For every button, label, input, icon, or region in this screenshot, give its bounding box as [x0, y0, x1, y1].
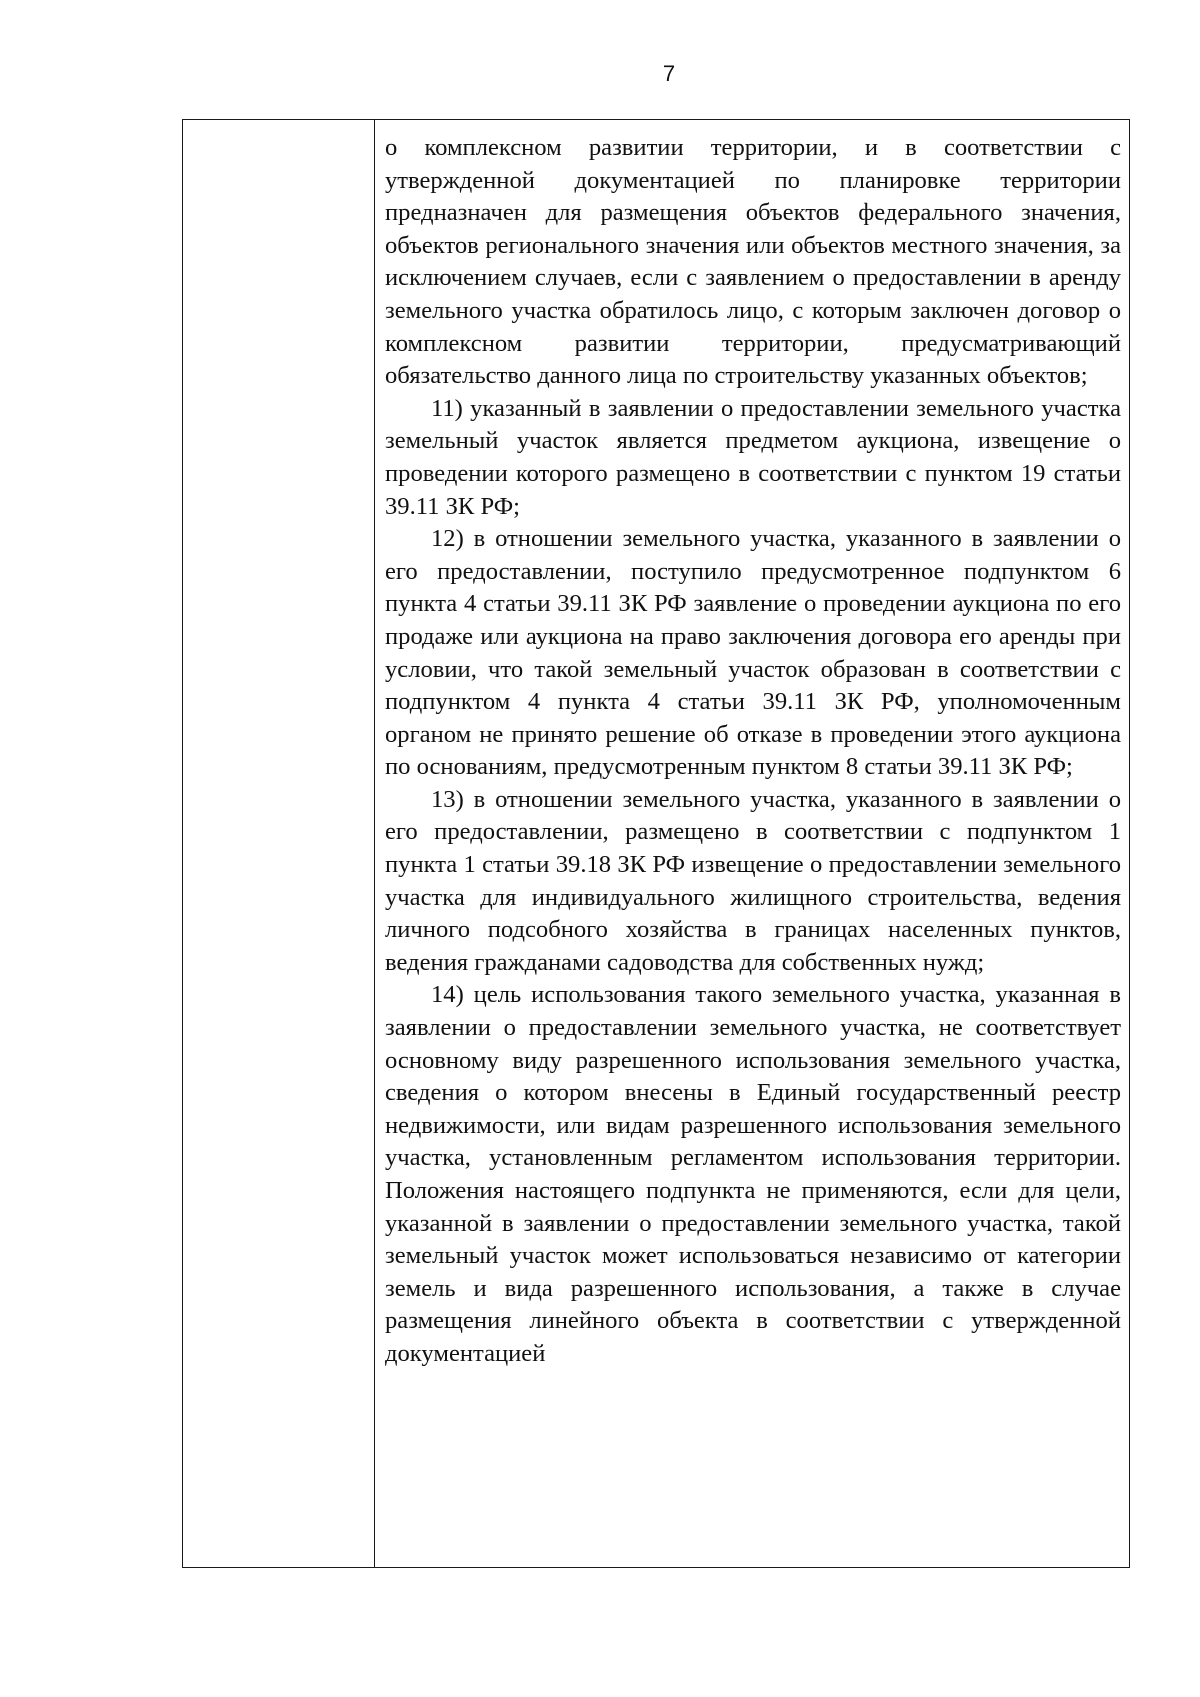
- document-table: [182, 119, 1130, 1568]
- paragraph-continuation: о комплексном развитии территории, и в соответствии с утвержденной документацией по планировке территории предназначен для размещения объектов федерального значения, объектов регионального значения или объектов местного значения, за исключением случаев, если с заявлением о предоставлении в аренду земельного участка обратилось лицо, с которым заключен договор о комплексном развитии территории, предусматривающий обязательство данного лица по строительству указанных объектов;: [385, 134, 1121, 390]
- page-number: 7: [662, 61, 676, 86]
- paragraph-item-12: 12) в отношении земельного участка, указанного в заявлении о его предоставлении, поступило предусмотренное подпунктом 6 пункта 4 статьи 39.11 ЗК РФ заявление о проведении аукциона по его продаже или аукциона на право заключения договора его аренды при условии, что такой земельный участок образован в соответствии с подпунктом 4 пункта 4 статьи 39.11 ЗК РФ, уполномоченным органом не принято решение об отказе в проведении этого аукциона по основаниям, предусмотренным пунктом 8 статьи 39.11 ЗК РФ;: [385, 525, 1121, 781]
- paragraph-item-11: 11) указанный в заявлении о предоставлении земельного участка земельный участок является предметом аукциона, извещение о проведении которого размещено в соответствии с пунктом 19 статьи 39.11 ЗК РФ;: [385, 394, 1121, 520]
- table-left-column: [183, 120, 375, 1567]
- paragraph-item-14: 14) цель использования такого земельного участка, указанная в заявлении о предоставлении земельного участка, не соответствует основному виду разрешенного использования земельного участка, сведения о котором внесены в Единый государственный реестр недвижимости, или видам разрешенного использования земельного участка, установленным регламентом использования территории. Положения настоящего подпункта не применяются, если для цели, указанной в заявлении о предоставлении земельного участка, такой земельный участок может использоваться независимо от категории земель и вида разрешенного использования, а также в случае размещения линейного объекта в соответствии с утвержденной документацией: [385, 981, 1121, 1367]
- paragraph-item-13: 13) в отношении земельного участка, указанного в заявлении о его предоставлении, размещено в соответствии с подпунктом 1 пункта 1 статьи 39.18 ЗК РФ извещение о предоставлении земельного участка для индивидуального жилищного строительства, ведения личного подсобного хозяйства в границах населенных пунктов, ведения гражданами садоводства для собственных нужд;: [385, 785, 1121, 976]
- table-right-column: [375, 120, 1129, 1567]
